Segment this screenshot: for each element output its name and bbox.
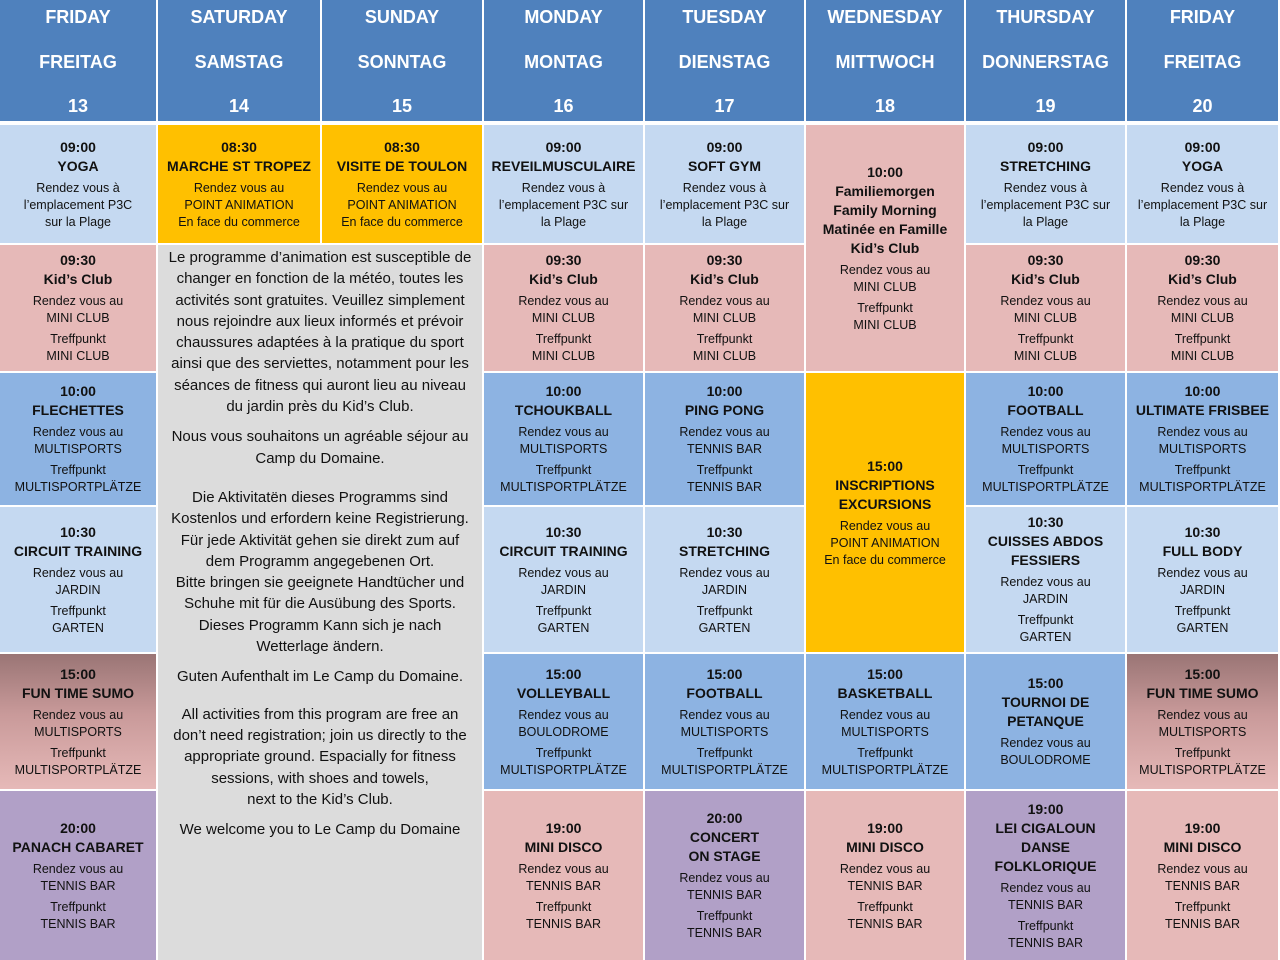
activity-meeting-point: POINT ANIMATION xyxy=(347,197,457,212)
activity-meeting-point: Rendez vous au xyxy=(1157,707,1248,722)
activity-time: 09:30 xyxy=(545,252,582,268)
activity-cell xyxy=(1127,373,1278,505)
activity-meeting-point: Rendez vous à xyxy=(1160,180,1245,195)
activity-title: ULTIMATE FRISBEE xyxy=(1135,402,1270,418)
activity-meeting-point: Rendez vous au xyxy=(32,425,124,439)
activity-time: 10:00 xyxy=(60,383,96,399)
day-name-en: SATURDAY xyxy=(190,7,288,27)
activity-treffpunkt: Treffpunkt xyxy=(696,745,753,760)
activity-title: MINI DISCO xyxy=(524,838,603,855)
activity-title: PING PONG xyxy=(684,402,765,418)
activity-title: Kid’s Club xyxy=(850,239,920,256)
activity-cell xyxy=(806,373,964,652)
day-header xyxy=(322,0,482,121)
activity-treffpunkt: Treffpunkt xyxy=(857,899,913,914)
activity-treffpunkt: Treffpunkt xyxy=(535,332,592,346)
activity-cell xyxy=(645,507,804,652)
activity-time: 19:00 xyxy=(867,819,903,836)
activity-cell xyxy=(484,125,643,243)
day-name-de: MITTWOCH xyxy=(835,51,935,72)
activity-title: STRETCHING xyxy=(679,542,770,559)
activity-meeting-point: TENNIS BAR xyxy=(847,878,923,893)
activity-time: 09:30 xyxy=(1027,252,1064,268)
activity-treffpunkt: GARTEN xyxy=(537,620,590,635)
activity-cell xyxy=(966,654,1125,789)
activity-title: REVEILMUSCULAIRE xyxy=(491,157,636,174)
activity-cell xyxy=(966,791,1125,960)
activity-cell xyxy=(966,245,1125,371)
activity-meeting-point: JARDIN xyxy=(701,582,748,597)
day-name-en: THURSDAY xyxy=(996,7,1095,27)
activity-meeting-point: MINI CLUB xyxy=(853,279,917,294)
activity-meeting-point: Rendez vous à xyxy=(1003,180,1088,195)
activity-time: 09:00 xyxy=(1027,138,1064,155)
activity-treffpunkt: TENNIS BAR xyxy=(40,916,116,931)
activity-meeting-point: MULTISPORTS xyxy=(1001,442,1090,456)
activity-meeting-point: MINI CLUB xyxy=(692,311,757,325)
activity-meeting-point: TENNIS BAR xyxy=(525,878,601,893)
activity-treffpunkt: Treffpunkt xyxy=(535,899,592,914)
activity-meeting-point: En face du commerce xyxy=(341,214,463,229)
activity-cell xyxy=(0,507,156,652)
activity-treffpunkt: MINI CLUB xyxy=(692,349,757,363)
activity-meeting-point: Rendez vous au xyxy=(839,861,931,876)
activity-title: MARCHE ST TROPEZ xyxy=(167,157,311,174)
activity-meeting-point: Rendez vous au xyxy=(518,294,609,308)
activity-meeting-point: TENNIS BAR xyxy=(40,878,116,893)
activity-meeting-point: TENNIS BAR xyxy=(686,888,762,902)
activity-meeting-point: BOULODROME xyxy=(518,724,609,739)
activity-treffpunkt: MULTISPORTPLÄTZE xyxy=(982,480,1109,494)
day-header xyxy=(158,0,320,121)
activity-meeting-point: Rendez vous au xyxy=(679,707,770,722)
activity-meeting-point: JARDIN xyxy=(1022,592,1069,606)
activity-time: 10:30 xyxy=(1184,523,1221,540)
activity-meeting-point: Rendez vous au xyxy=(518,861,609,876)
day-number: 14 xyxy=(228,96,250,116)
activity-meeting-point: Rendez vous au xyxy=(1000,575,1091,589)
notice-english-2: next to the Kid’s Club. xyxy=(247,790,393,808)
activity-title: FLECHETTES xyxy=(32,402,124,418)
day-header xyxy=(0,0,156,121)
activity-treffpunkt: GARTEN xyxy=(1019,630,1072,644)
activity-time: 15:00 xyxy=(60,665,96,682)
activity-title: CONCERT xyxy=(689,829,760,845)
activity-cell xyxy=(966,507,1125,652)
activity-meeting-point: l’emplacement P3C xyxy=(23,197,133,212)
activity-meeting-point: Rendez vous au xyxy=(679,294,770,308)
activity-cell xyxy=(645,125,804,243)
activity-title: DANSE xyxy=(1020,838,1070,855)
activity-title: EXCURSIONS xyxy=(838,495,932,512)
activity-meeting-point: JARDIN xyxy=(55,582,101,597)
activity-cell xyxy=(645,654,804,789)
activity-meeting-point: l’emplacement P3C sur xyxy=(980,197,1111,212)
activity-treffpunkt: MULTISPORTPLÄTZE xyxy=(14,762,142,777)
day-header xyxy=(806,0,964,121)
activity-meeting-point: MULTISPORTS xyxy=(1158,724,1247,739)
activity-title: FOLKLORIQUE xyxy=(994,857,1097,874)
activity-meeting-point: POINT ANIMATION xyxy=(184,197,294,212)
day-name-de: SONNTAG xyxy=(357,51,447,72)
activity-cell xyxy=(806,125,964,371)
activity-meeting-point: TENNIS BAR xyxy=(1007,897,1083,912)
activity-time: 15:00 xyxy=(867,457,903,474)
activity-meeting-point: la Plage xyxy=(1179,214,1226,229)
activity-cell xyxy=(806,791,964,960)
activity-meeting-point: Rendez vous au xyxy=(518,425,609,439)
activity-treffpunkt: MINI CLUB xyxy=(1013,349,1078,363)
activity-treffpunkt: Treffpunkt xyxy=(50,332,106,346)
activity-time: 10:00 xyxy=(1027,383,1064,399)
activity-meeting-point: Rendez vous au xyxy=(679,871,770,885)
activity-meeting-point: Rendez vous au xyxy=(32,294,124,308)
activity-meeting-point: Rendez vous au xyxy=(1000,736,1091,750)
activity-cell xyxy=(322,125,482,243)
activity-treffpunkt: MINI CLUB xyxy=(46,349,110,363)
activity-treffpunkt: MINI CLUB xyxy=(1170,349,1235,363)
notice-french: Le programme d’animation est susceptible de changer en fonction de la météo, toutes les activités sont gratuites. Veuillez simplement nous rejoindre aux lieux informés et prévoir chaussures adaptées à la pratique du sport ainsi que des serviettes, notamment pour les séances de fitness qui auront lieu au niveau du jardin près du Kid’s Club. xyxy=(168,249,472,416)
activity-time: 09:00 xyxy=(1184,138,1221,155)
day-header xyxy=(484,0,643,121)
activity-meeting-point: MINI CLUB xyxy=(1170,311,1235,325)
day-header xyxy=(645,0,804,121)
day-name-de: DONNERSTAG xyxy=(982,51,1109,72)
activity-treffpunkt: Treffpunkt xyxy=(1017,332,1074,346)
activity-cell xyxy=(1127,791,1278,960)
activity-cell xyxy=(484,507,643,652)
activity-meeting-point: En face du commerce xyxy=(178,214,300,229)
activity-title: Family Morning xyxy=(833,201,937,218)
activity-meeting-point: sur la Plage xyxy=(44,214,111,229)
activity-time: 09:30 xyxy=(60,252,96,268)
activity-meeting-point: MULTISPORTS xyxy=(34,442,122,456)
activity-treffpunkt: MULTISPORTPLÄTZE xyxy=(14,480,142,494)
day-name-de: SAMSTAG xyxy=(194,51,284,72)
day-name-en: MONDAY xyxy=(524,7,603,27)
day-number: 13 xyxy=(67,96,89,116)
day-header xyxy=(966,0,1125,121)
day-name-de: FREITAG xyxy=(39,51,117,72)
activity-time: 10:00 xyxy=(706,383,743,399)
activity-time: 10:00 xyxy=(545,383,582,399)
activity-title: Kid’s Club xyxy=(43,271,113,287)
activity-meeting-point: Rendez vous au xyxy=(679,425,770,439)
activity-time: 15:00 xyxy=(706,665,743,682)
activity-title: Kid’s Club xyxy=(1011,271,1080,287)
activity-title: LEI CIGALOUN xyxy=(995,819,1096,836)
activity-meeting-point: TENNIS BAR xyxy=(1164,878,1240,893)
activity-meeting-point: l’emplacement P3C sur xyxy=(498,197,629,212)
activity-time: 10:00 xyxy=(1184,383,1221,399)
day-number: 15 xyxy=(391,96,413,116)
activity-cell xyxy=(484,245,643,371)
activity-treffpunkt: GARTEN xyxy=(1176,620,1229,635)
activity-title: STRETCHING xyxy=(1000,157,1091,174)
activity-title: VISITE DE TOULON xyxy=(336,157,468,174)
activity-time: 10:30 xyxy=(706,523,743,540)
activity-treffpunkt: TENNIS BAR xyxy=(1164,916,1240,931)
activity-time: 09:30 xyxy=(1184,252,1221,268)
activity-time: 19:00 xyxy=(545,819,582,836)
activity-meeting-point: la Plage xyxy=(540,214,587,229)
activity-meeting-point: Rendez vous au xyxy=(1157,294,1248,308)
day-number: 20 xyxy=(1192,96,1213,116)
activity-title: YOGA xyxy=(1181,157,1224,174)
activity-cell xyxy=(0,125,156,243)
activity-cell xyxy=(645,791,804,960)
activity-meeting-point: JARDIN xyxy=(1179,582,1226,597)
activity-treffpunkt: Treffpunkt xyxy=(535,463,592,477)
activity-title: ON STAGE xyxy=(688,848,761,864)
activity-treffpunkt: TENNIS BAR xyxy=(686,926,762,940)
activity-cell xyxy=(484,654,643,789)
activity-meeting-point: l’emplacement P3C sur xyxy=(659,197,790,212)
activity-time: 08:30 xyxy=(384,138,420,155)
activity-meeting-point: Rendez vous au xyxy=(839,262,931,277)
activity-title: CIRCUIT TRAINING xyxy=(499,542,628,559)
activity-time: 20:00 xyxy=(706,810,743,826)
activity-treffpunkt: MULTISPORTPLÄTZE xyxy=(661,762,788,777)
activity-treffpunkt: Treffpunkt xyxy=(696,603,753,618)
day-number: 18 xyxy=(874,96,896,116)
activity-time: 10:30 xyxy=(1027,514,1064,530)
activity-title: CIRCUIT TRAINING xyxy=(13,542,143,559)
activity-cell xyxy=(966,373,1125,505)
activity-treffpunkt: MULTISPORTPLÄTZE xyxy=(1139,480,1266,494)
activity-meeting-point: MINI CLUB xyxy=(1013,311,1078,325)
activity-meeting-point: Rendez vous au xyxy=(1000,425,1091,439)
notice-english-welcome: We welcome you to Le Camp du Domaine xyxy=(179,821,461,839)
activity-title: FOOTBALL xyxy=(686,684,763,701)
activity-title: CUISSES ABDOS xyxy=(987,533,1104,549)
activity-time: 19:00 xyxy=(1027,800,1064,817)
activity-time: 19:00 xyxy=(1184,819,1221,836)
activity-time: 09:00 xyxy=(545,138,582,155)
activity-meeting-point: Rendez vous au xyxy=(32,707,124,722)
activity-meeting-point: Rendez vous au xyxy=(356,180,448,195)
activity-treffpunkt: TENNIS BAR xyxy=(525,916,601,931)
notice-panel xyxy=(158,245,482,960)
activity-meeting-point: Rendez vous au xyxy=(32,565,124,580)
day-name-en: TUESDAY xyxy=(682,7,767,27)
activity-title: Kid’s Club xyxy=(690,271,759,287)
activity-meeting-point: MINI CLUB xyxy=(46,311,110,325)
activity-time: 09:30 xyxy=(706,252,743,268)
activity-meeting-point: Rendez vous au xyxy=(32,861,124,876)
day-name-en: FRIDAY xyxy=(45,7,111,27)
activity-title: Kid’s Club xyxy=(529,271,598,287)
activity-treffpunkt: Treffpunkt xyxy=(1017,613,1074,627)
activity-cell xyxy=(158,125,320,243)
activity-treffpunkt: Treffpunkt xyxy=(535,603,592,618)
activity-treffpunkt: Treffpunkt xyxy=(696,332,753,346)
day-name-de: MONTAG xyxy=(524,51,603,72)
activity-meeting-point: Rendez vous au xyxy=(1157,861,1248,876)
notice-german-2: Bitte bringen sie geeignete Handtücher und Schuhe mit für die Ausübung des Sports. Dieses Programm Kann sich je nach Wetterlage ändern. xyxy=(175,574,465,656)
activity-meeting-point: Rendez vous à xyxy=(682,180,767,195)
activity-cell xyxy=(484,373,643,505)
activity-title: MINI DISCO xyxy=(846,838,924,855)
activity-time: 10:00 xyxy=(867,163,903,180)
activity-treffpunkt: GARTEN xyxy=(698,620,751,635)
activity-cell xyxy=(806,654,964,789)
activity-meeting-point: Rendez vous au xyxy=(679,565,770,580)
activity-time: 09:00 xyxy=(60,138,96,155)
activity-cell xyxy=(0,373,156,505)
activity-title: VOLLEYBALL xyxy=(516,684,611,701)
activity-meeting-point: JARDIN xyxy=(540,582,587,597)
activity-treffpunkt: Treffpunkt xyxy=(1174,899,1231,914)
activity-cell xyxy=(1127,507,1278,652)
activity-meeting-point: MULTISPORTS xyxy=(1158,442,1247,456)
activity-cell xyxy=(966,125,1125,243)
activity-treffpunkt: Treffpunkt xyxy=(1017,918,1074,933)
activity-treffpunkt: MULTISPORTPLÄTZE xyxy=(500,762,627,777)
activity-title: FESSIERS xyxy=(1010,552,1081,568)
activity-treffpunkt: MINI CLUB xyxy=(853,317,917,332)
activity-time: 15:00 xyxy=(545,665,582,682)
activity-treffpunkt: Treffpunkt xyxy=(696,463,753,477)
activity-title: PETANQUE xyxy=(1007,713,1084,729)
activity-treffpunkt: Treffpunkt xyxy=(857,300,913,315)
activity-title: SOFT GYM xyxy=(687,157,762,174)
activity-treffpunkt: MINI CLUB xyxy=(531,349,596,363)
activity-meeting-point: Rendez vous à xyxy=(521,180,606,195)
activity-treffpunkt: Treffpunkt xyxy=(1174,463,1231,477)
activity-meeting-point: MINI CLUB xyxy=(531,311,596,325)
activity-time: 10:30 xyxy=(545,523,582,540)
activity-treffpunkt: GARTEN xyxy=(52,620,104,635)
activity-meeting-point: l’emplacement P3C sur xyxy=(1137,197,1268,212)
activity-cell xyxy=(645,373,804,505)
activity-treffpunkt: Treffpunkt xyxy=(1174,332,1231,346)
activity-meeting-point: Rendez vous au xyxy=(1000,880,1091,895)
activity-treffpunkt: Treffpunkt xyxy=(696,909,753,923)
activity-title: INSCRIPTIONS xyxy=(835,476,935,493)
day-number: 19 xyxy=(1035,96,1056,116)
activity-meeting-point: Rendez vous au xyxy=(1157,565,1248,580)
activity-cell xyxy=(0,654,156,789)
activity-treffpunkt: Treffpunkt xyxy=(50,899,106,914)
activity-title: YOGA xyxy=(57,157,99,174)
activity-title: FUN TIME SUMO xyxy=(1146,684,1259,701)
day-name-en: WEDNESDAY xyxy=(827,7,943,27)
activity-title: Matinée en Famille xyxy=(822,220,948,237)
activity-treffpunkt: Treffpunkt xyxy=(535,745,592,760)
notice-english: All activities from this program are free an don’t need registration; join us directly to the appropriate ground. Espacially for fitness sessions, with shoes and towels, xyxy=(173,705,467,787)
activity-meeting-point: MULTISPORTS xyxy=(841,724,929,739)
activity-title: FULL BODY xyxy=(1162,542,1243,559)
notice-german: Die Aktivitatën dieses Programms sind Kostenlos und erfordern keine Registrierung. Für jede Aktivität gehen sie direkt zum auf dem Programm angegebenen Ort. xyxy=(171,488,469,570)
activity-cell xyxy=(1127,125,1278,243)
activity-treffpunkt: MULTISPORTPLÄTZE xyxy=(821,762,949,777)
day-number: 17 xyxy=(714,96,735,116)
activity-time: 20:00 xyxy=(60,819,96,836)
activity-meeting-point: En face du commerce xyxy=(824,552,946,567)
activity-time: 15:00 xyxy=(867,665,903,682)
activity-time: 15:00 xyxy=(1027,675,1064,691)
activity-time: 09:00 xyxy=(706,138,743,155)
activity-treffpunkt: Treffpunkt xyxy=(857,745,913,760)
activity-cell xyxy=(1127,245,1278,371)
activity-treffpunkt: MULTISPORTPLÄTZE xyxy=(1139,762,1266,777)
activity-meeting-point: Rendez vous au xyxy=(518,565,609,580)
activity-meeting-point: MULTISPORTS xyxy=(34,724,122,739)
activity-time: 15:00 xyxy=(1184,665,1221,682)
activity-treffpunkt: TENNIS BAR xyxy=(847,916,923,931)
activity-meeting-point: MULTISPORTS xyxy=(680,724,769,739)
activity-title: BASKETBALL xyxy=(837,684,933,701)
activity-cell xyxy=(0,791,156,960)
activity-cell xyxy=(1127,654,1278,789)
activity-time: 08:30 xyxy=(221,138,257,155)
activity-treffpunkt: Treffpunkt xyxy=(50,745,106,760)
activity-title: MINI DISCO xyxy=(1163,838,1242,855)
day-name-en: SUNDAY xyxy=(364,7,440,27)
activity-meeting-point: Rendez vous au xyxy=(839,707,931,722)
day-name-en: FRIDAY xyxy=(1169,7,1236,27)
activity-treffpunkt: Treffpunkt xyxy=(50,603,106,618)
activity-time: 10:30 xyxy=(60,523,96,540)
activity-treffpunkt: Treffpunkt xyxy=(1174,603,1231,618)
day-header xyxy=(1127,0,1278,121)
activity-treffpunkt: Treffpunkt xyxy=(1017,463,1074,477)
day-number: 16 xyxy=(553,96,574,116)
activity-cell xyxy=(645,245,804,371)
activity-title: FOOTBALL xyxy=(1007,402,1084,418)
activity-meeting-point: Rendez vous au xyxy=(193,180,285,195)
activity-title: Kid’s Club xyxy=(1168,271,1237,287)
activity-treffpunkt: MULTISPORTPLÄTZE xyxy=(500,480,627,494)
activity-meeting-point: Rendez vous au xyxy=(518,707,609,722)
activity-meeting-point: MULTISPORTS xyxy=(519,442,608,456)
day-name-de: DIENSTAG xyxy=(678,51,771,72)
activity-meeting-point: BOULODROME xyxy=(1000,753,1091,767)
day-name-de: FREITAG xyxy=(1163,51,1242,72)
activity-title: TCHOUKBALL xyxy=(514,402,613,418)
activity-title: FUN TIME SUMO xyxy=(22,684,134,701)
activity-meeting-point: Rendez vous au xyxy=(1000,294,1091,308)
activity-meeting-point: Rendez vous à xyxy=(36,180,120,195)
activity-cell xyxy=(484,791,643,960)
activity-meeting-point: Rendez vous au xyxy=(839,518,931,533)
activity-meeting-point: la Plage xyxy=(701,214,748,229)
activity-meeting-point: Rendez vous au xyxy=(1157,425,1248,439)
activity-title: Familiemorgen xyxy=(835,182,935,199)
activity-treffpunkt: Treffpunkt xyxy=(50,463,106,477)
activity-meeting-point: POINT ANIMATION xyxy=(830,535,940,550)
activity-treffpunkt: TENNIS BAR xyxy=(1007,935,1083,950)
activity-title: TOURNOI DE xyxy=(1001,694,1090,710)
notice-french-welcome: Nous vous souhaitons un agréable séjour au Camp du Domaine. xyxy=(171,428,469,467)
activity-title: PANACH CABARET xyxy=(12,838,144,855)
notice-german-welcome: Guten Aufenthalt im Le Camp du Domaine. xyxy=(177,668,463,686)
activity-treffpunkt: Treffpunkt xyxy=(1174,745,1231,760)
activity-meeting-point: TENNIS BAR xyxy=(686,442,762,456)
activity-meeting-point: la Plage xyxy=(1022,214,1069,229)
activity-cell xyxy=(0,245,156,371)
activity-treffpunkt: TENNIS BAR xyxy=(686,480,762,494)
